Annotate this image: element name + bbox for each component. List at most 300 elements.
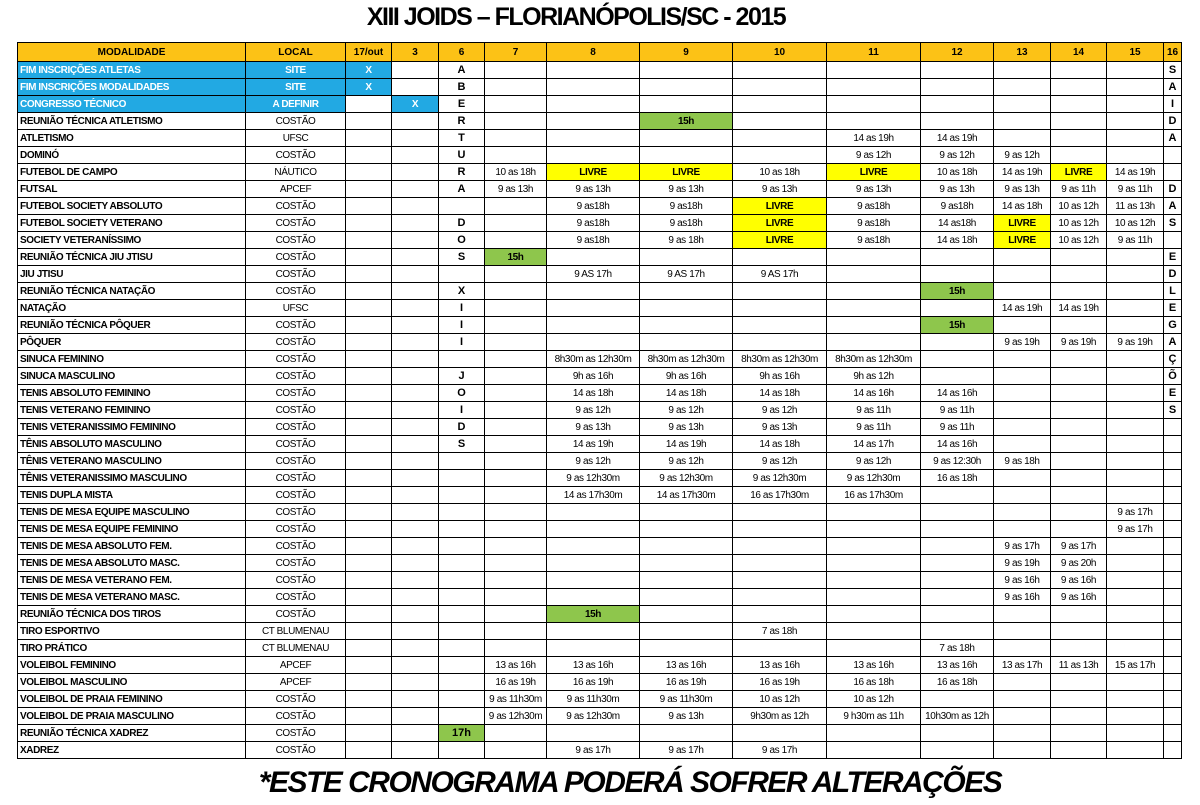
- table-row: [18, 198, 1182, 215]
- schedule-cell: 9 as 19h: [1051, 334, 1107, 351]
- schedule-cell: [346, 300, 392, 317]
- schedule-cell: S: [1164, 402, 1182, 419]
- modality-cell: VOLEIBOL DE PRAIA FEMININO: [18, 691, 246, 708]
- schedule-cell: [827, 249, 921, 266]
- schedule-cell: [439, 453, 485, 470]
- schedule-cell: 16 as 19h: [640, 674, 733, 691]
- schedule-cell: [827, 538, 921, 555]
- schedule-cell: [827, 640, 921, 657]
- schedule-cell: X: [346, 79, 392, 96]
- schedule-cell: [921, 742, 994, 759]
- schedule-cell: [1107, 317, 1164, 334]
- location-cell: COSTÃO: [246, 419, 346, 436]
- modality-cell: TIRO ESPORTIVO: [18, 623, 246, 640]
- schedule-cell: [1051, 283, 1107, 300]
- schedule-cell: [547, 572, 640, 589]
- schedule-cell: [733, 317, 827, 334]
- schedule-cell: [346, 351, 392, 368]
- schedule-cell: 9 as 13h: [547, 181, 640, 198]
- schedule-cell: [485, 725, 547, 742]
- schedule-cell: [827, 62, 921, 79]
- schedule-cell: 9 as 12h: [733, 453, 827, 470]
- schedule-cell: O: [439, 385, 485, 402]
- location-cell: COSTÃO: [246, 385, 346, 402]
- schedule-cell: [485, 504, 547, 521]
- schedule-cell: 14 as 18h: [640, 385, 733, 402]
- schedule-cell: [439, 572, 485, 589]
- location-cell: APCEF: [246, 181, 346, 198]
- schedule-cell: [392, 181, 439, 198]
- schedule-cell: 14 as 18h: [733, 436, 827, 453]
- modality-cell: SINUCA MASCULINO: [18, 368, 246, 385]
- schedule-cell: [921, 589, 994, 606]
- schedule-cell: [1164, 487, 1182, 504]
- schedule-cell: [640, 725, 733, 742]
- schedule-cell: 9 as 12h: [640, 402, 733, 419]
- schedule-cell: [439, 538, 485, 555]
- schedule-cell: [640, 504, 733, 521]
- schedule-cell: 14 as 18h: [994, 198, 1051, 215]
- location-cell: SITE: [246, 79, 346, 96]
- schedule-cell: [547, 640, 640, 657]
- schedule-cell: [1107, 725, 1164, 742]
- schedule-cell: [547, 589, 640, 606]
- schedule-cell: [1164, 470, 1182, 487]
- location-cell: COSTÃO: [246, 453, 346, 470]
- schedule-cell: 9 as 12h: [994, 147, 1051, 164]
- schedule-cell: [921, 504, 994, 521]
- schedule-cell: 11 as 13h: [1107, 198, 1164, 215]
- schedule-cell: [640, 589, 733, 606]
- schedule-cell: [1164, 606, 1182, 623]
- schedule-cell: 9 as 12h30m: [827, 470, 921, 487]
- schedule-cell: 9h as 16h: [547, 368, 640, 385]
- modality-cell: FIM INSCRIÇÕES ATLETAS: [18, 62, 246, 79]
- schedule-cell: [1164, 640, 1182, 657]
- schedule-cell: [346, 589, 392, 606]
- schedule-cell: [640, 521, 733, 538]
- schedule-cell: 10 as 18h: [733, 164, 827, 181]
- schedule-cell: [1164, 504, 1182, 521]
- schedule-cell: 9 as 11h: [827, 402, 921, 419]
- schedule-cell: [346, 130, 392, 147]
- schedule-cell: [485, 589, 547, 606]
- schedule-cell: 14 as 19h: [1107, 164, 1164, 181]
- modality-cell: DOMINÓ: [18, 147, 246, 164]
- schedule-cell: [439, 691, 485, 708]
- schedule-cell: 9 as 12h: [827, 147, 921, 164]
- schedule-cell: [392, 419, 439, 436]
- modality-cell: REUNIÃO TÉCNICA NATAÇÃO: [18, 283, 246, 300]
- modality-cell: TENIS ABSOLUTO FEMININO: [18, 385, 246, 402]
- schedule-cell: 10 as 18h: [485, 164, 547, 181]
- schedule-cell: D: [439, 215, 485, 232]
- schedule-cell: [392, 351, 439, 368]
- schedule-cell: 14 as18h: [921, 215, 994, 232]
- schedule-cell: [640, 623, 733, 640]
- schedule-cell: 16 as 18h: [827, 674, 921, 691]
- schedule-cell: 9 as 17h: [1051, 538, 1107, 555]
- schedule-cell: X: [392, 96, 439, 113]
- schedule-cell: [392, 164, 439, 181]
- schedule-cell: [1107, 742, 1164, 759]
- schedule-cell: [346, 674, 392, 691]
- schedule-cell: [1051, 521, 1107, 538]
- schedule-cell: 9 as 12h: [921, 147, 994, 164]
- schedule-cell: [346, 436, 392, 453]
- modality-cell: FUTEBOL SOCIETY ABSOLUTO: [18, 198, 246, 215]
- table-row: [18, 96, 1182, 113]
- table-row: [18, 62, 1182, 79]
- schedule-cell: [994, 640, 1051, 657]
- schedule-cell: 15h: [640, 113, 733, 130]
- schedule-cell: [733, 504, 827, 521]
- schedule-cell: 9 as 11h30m: [547, 691, 640, 708]
- schedule-cell: [1164, 419, 1182, 436]
- schedule-cell: [439, 606, 485, 623]
- schedule-cell: [1107, 623, 1164, 640]
- table-row: [18, 521, 1182, 538]
- schedule-cell: 9h30m as 12h: [733, 708, 827, 725]
- schedule-cell: [392, 504, 439, 521]
- schedule-cell: 14 as 16h: [921, 436, 994, 453]
- location-cell: COSTÃO: [246, 249, 346, 266]
- schedule-cell: [1051, 266, 1107, 283]
- schedule-cell: [1164, 691, 1182, 708]
- schedule-cell: [439, 708, 485, 725]
- schedule-cell: 16 as 19h: [485, 674, 547, 691]
- schedule-cell: [640, 130, 733, 147]
- schedule-table: [17, 42, 1182, 759]
- schedule-cell: 14 as 18h: [547, 385, 640, 402]
- schedule-cell: 9 as 12h: [547, 402, 640, 419]
- schedule-cell: [921, 623, 994, 640]
- schedule-cell: 13 as 16h: [827, 657, 921, 674]
- schedule-cell: 9 as 13h: [827, 181, 921, 198]
- schedule-cell: 9 as18h: [547, 232, 640, 249]
- schedule-cell: [994, 79, 1051, 96]
- schedule-cell: [485, 147, 547, 164]
- location-cell: COSTÃO: [246, 572, 346, 589]
- schedule-cell: 8h30m as 12h30m: [547, 351, 640, 368]
- schedule-cell: 7 as 18h: [921, 640, 994, 657]
- schedule-cell: [392, 436, 439, 453]
- schedule-cell: [1051, 487, 1107, 504]
- schedule-cell: [485, 606, 547, 623]
- schedule-cell: [547, 113, 640, 130]
- schedule-cell: [994, 62, 1051, 79]
- schedule-cell: [485, 79, 547, 96]
- schedule-cell: [392, 589, 439, 606]
- modality-cell: VOLEIBOL MASCULINO: [18, 674, 246, 691]
- schedule-cell: [1051, 62, 1107, 79]
- schedule-cell: [1164, 657, 1182, 674]
- schedule-cell: E: [439, 96, 485, 113]
- modality-cell: TENIS VETERANISSIMO FEMININO: [18, 419, 246, 436]
- schedule-cell: [485, 555, 547, 572]
- schedule-cell: 9 as 12h: [547, 453, 640, 470]
- schedule-cell: [346, 657, 392, 674]
- schedule-cell: S: [1164, 215, 1182, 232]
- schedule-cell: 9 as 12h30m: [485, 708, 547, 725]
- schedule-cell: [827, 521, 921, 538]
- schedule-cell: [392, 130, 439, 147]
- schedule-cell: [1107, 130, 1164, 147]
- schedule-cell: 9 as18h: [827, 232, 921, 249]
- modality-cell: FUTEBOL DE CAMPO: [18, 164, 246, 181]
- schedule-cell: [1164, 555, 1182, 572]
- location-cell: APCEF: [246, 657, 346, 674]
- table-row: [18, 181, 1182, 198]
- location-cell: COSTÃO: [246, 470, 346, 487]
- schedule-cell: [640, 555, 733, 572]
- schedule-cell: 9 as 13h: [994, 181, 1051, 198]
- schedule-cell: [1164, 147, 1182, 164]
- schedule-cell: 16 as 17h30m: [827, 487, 921, 504]
- schedule-cell: [994, 674, 1051, 691]
- schedule-cell: [346, 691, 392, 708]
- schedule-cell: [1107, 419, 1164, 436]
- schedule-cell: 9 as 12h: [827, 453, 921, 470]
- schedule-cell: [827, 317, 921, 334]
- schedule-cell: [1051, 317, 1107, 334]
- schedule-cell: [439, 623, 485, 640]
- schedule-cell: LIVRE: [547, 164, 640, 181]
- table-row: [18, 317, 1182, 334]
- schedule-cell: [1051, 640, 1107, 657]
- schedule-cell: [1051, 419, 1107, 436]
- modality-cell: FUTSAL: [18, 181, 246, 198]
- table-row: [18, 436, 1182, 453]
- location-cell: COSTÃO: [246, 113, 346, 130]
- schedule-cell: 9 as 19h: [994, 555, 1051, 572]
- schedule-cell: [346, 623, 392, 640]
- schedule-cell: [392, 538, 439, 555]
- schedule-cell: [921, 368, 994, 385]
- location-cell: COSTÃO: [246, 147, 346, 164]
- schedule-cell: [1107, 402, 1164, 419]
- schedule-cell: LIVRE: [733, 215, 827, 232]
- schedule-cell: 14 as 19h: [640, 436, 733, 453]
- table-row: [18, 215, 1182, 232]
- table-row: [18, 691, 1182, 708]
- schedule-cell: [346, 504, 392, 521]
- modality-cell: REUNIÃO TÉCNICA DOS TIROS: [18, 606, 246, 623]
- schedule-cell: 14 as 17h30m: [640, 487, 733, 504]
- schedule-cell: 9 as 17h: [1107, 521, 1164, 538]
- schedule-cell: [547, 96, 640, 113]
- table-row: [18, 487, 1182, 504]
- schedule-cell: [733, 640, 827, 657]
- schedule-cell: [547, 283, 640, 300]
- location-cell: NÁUTICO: [246, 164, 346, 181]
- schedule-cell: [346, 266, 392, 283]
- schedule-cell: [733, 521, 827, 538]
- table-row: [18, 589, 1182, 606]
- schedule-cell: [1164, 572, 1182, 589]
- schedule-cell: 15h: [921, 317, 994, 334]
- schedule-cell: [1164, 623, 1182, 640]
- schedule-cell: [547, 249, 640, 266]
- location-cell: APCEF: [246, 674, 346, 691]
- schedule-cell: [1051, 385, 1107, 402]
- modality-cell: TÊNIS ABSOLUTO MASCULINO: [18, 436, 246, 453]
- table-row: [18, 300, 1182, 317]
- schedule-cell: [827, 742, 921, 759]
- schedule-cell: [392, 691, 439, 708]
- modality-cell: TÊNIS VETERANISSIMO MASCULINO: [18, 470, 246, 487]
- schedule-cell: [392, 368, 439, 385]
- schedule-cell: I: [439, 402, 485, 419]
- schedule-cell: 9 as 16h: [994, 572, 1051, 589]
- schedule-cell: [485, 215, 547, 232]
- schedule-cell: [439, 266, 485, 283]
- column-header: LOCAL: [246, 43, 346, 62]
- table-row: [18, 538, 1182, 555]
- schedule-cell: 9 as 19h: [994, 334, 1051, 351]
- schedule-cell: D: [1164, 266, 1182, 283]
- schedule-cell: [1107, 351, 1164, 368]
- schedule-cell: [485, 351, 547, 368]
- schedule-cell: Õ: [1164, 368, 1182, 385]
- schedule-cell: [733, 538, 827, 555]
- schedule-cell: 13 as 16h: [921, 657, 994, 674]
- schedule-cell: [1164, 538, 1182, 555]
- modality-cell: SINUCA FEMININO: [18, 351, 246, 368]
- schedule-cell: 14 as 19h: [921, 130, 994, 147]
- schedule-cell: [485, 62, 547, 79]
- schedule-cell: A: [1164, 334, 1182, 351]
- schedule-cell: [1051, 504, 1107, 521]
- modality-cell: FIM INSCRIÇÕES MODALIDADES: [18, 79, 246, 96]
- schedule-cell: LIVRE: [733, 232, 827, 249]
- schedule-cell: [485, 623, 547, 640]
- page-title: XIII JOIDS – FLORIANÓPOLIS/SC - 2015: [366, 3, 786, 31]
- schedule-cell: [392, 521, 439, 538]
- schedule-cell: [1164, 589, 1182, 606]
- schedule-cell: [547, 300, 640, 317]
- location-cell: COSTÃO: [246, 691, 346, 708]
- location-cell: COSTÃO: [246, 742, 346, 759]
- schedule-cell: LIVRE: [733, 198, 827, 215]
- modality-cell: CONGRESSO TÉCNICO: [18, 96, 246, 113]
- schedule-cell: [827, 96, 921, 113]
- schedule-cell: [547, 130, 640, 147]
- schedule-cell: 13 as 16h: [547, 657, 640, 674]
- table-row: [18, 606, 1182, 623]
- schedule-cell: [1107, 691, 1164, 708]
- schedule-cell: 9 as18h: [827, 198, 921, 215]
- schedule-cell: A: [439, 62, 485, 79]
- schedule-cell: [547, 317, 640, 334]
- schedule-cell: LIVRE: [994, 215, 1051, 232]
- schedule-cell: [1107, 538, 1164, 555]
- schedule-cell: 9 as18h: [547, 198, 640, 215]
- location-cell: COSTÃO: [246, 504, 346, 521]
- table-row: [18, 232, 1182, 249]
- column-header: 6: [439, 43, 485, 62]
- modality-cell: REUNIÃO TÉCNICA XADREZ: [18, 725, 246, 742]
- table-row: [18, 742, 1182, 759]
- schedule-cell: 10 as 12h: [1051, 215, 1107, 232]
- schedule-cell: [827, 113, 921, 130]
- schedule-cell: [485, 419, 547, 436]
- schedule-cell: [346, 555, 392, 572]
- schedule-cell: [547, 147, 640, 164]
- schedule-cell: [547, 555, 640, 572]
- column-header: 11: [827, 43, 921, 62]
- modality-cell: TENIS DE MESA EQUIPE FEMININO: [18, 521, 246, 538]
- schedule-cell: 13 as 16h: [640, 657, 733, 674]
- schedule-cell: A: [1164, 198, 1182, 215]
- schedule-cell: [994, 623, 1051, 640]
- schedule-cell: 17h: [439, 725, 485, 742]
- schedule-cell: 9 as18h: [827, 215, 921, 232]
- schedule-cell: [346, 249, 392, 266]
- schedule-cell: 9 as 12h30m: [547, 708, 640, 725]
- schedule-cell: [392, 674, 439, 691]
- schedule-cell: [994, 606, 1051, 623]
- schedule-cell: 14 as 18h: [921, 232, 994, 249]
- schedule-cell: [994, 130, 1051, 147]
- schedule-cell: [994, 368, 1051, 385]
- schedule-cell: [1107, 147, 1164, 164]
- column-header: 8: [547, 43, 640, 62]
- schedule-cell: [994, 470, 1051, 487]
- schedule-cell: [346, 521, 392, 538]
- schedule-cell: [439, 521, 485, 538]
- schedule-cell: 9 as 16h: [1051, 572, 1107, 589]
- schedule-cell: [346, 147, 392, 164]
- schedule-cell: [392, 385, 439, 402]
- modality-cell: TIRO PRÁTICO: [18, 640, 246, 657]
- schedule-cell: 10 as 12h: [1051, 198, 1107, 215]
- schedule-cell: 9 as 12h30m: [547, 470, 640, 487]
- schedule-cell: [392, 470, 439, 487]
- schedule-cell: [1107, 113, 1164, 130]
- schedule-cell: [994, 113, 1051, 130]
- disclaimer-footer: *ESTE CRONOGRAMA PODERÁ SOFRER ALTERAÇÕES: [258, 766, 1002, 799]
- schedule-cell: D: [1164, 181, 1182, 198]
- schedule-cell: [439, 742, 485, 759]
- schedule-cell: [640, 147, 733, 164]
- schedule-cell: [1051, 708, 1107, 725]
- schedule-cell: [346, 96, 392, 113]
- schedule-cell: 16 as 19h: [547, 674, 640, 691]
- schedule-cell: 14 as 18h: [733, 385, 827, 402]
- column-header: 13: [994, 43, 1051, 62]
- schedule-cell: [392, 62, 439, 79]
- schedule-cell: T: [439, 130, 485, 147]
- schedule-cell: O: [439, 232, 485, 249]
- schedule-cell: [346, 419, 392, 436]
- schedule-cell: R: [439, 164, 485, 181]
- schedule-cell: 9 as 13h: [640, 419, 733, 436]
- schedule-cell: [1107, 708, 1164, 725]
- schedule-cell: 9 AS 17h: [640, 266, 733, 283]
- schedule-cell: 9 as 19h: [1107, 334, 1164, 351]
- schedule-cell: 10 as 12h: [1107, 215, 1164, 232]
- schedule-cell: [827, 79, 921, 96]
- schedule-cell: [392, 606, 439, 623]
- schedule-cell: [392, 266, 439, 283]
- schedule-cell: [1051, 470, 1107, 487]
- modality-cell: TENIS DE MESA VETERANO FEM.: [18, 572, 246, 589]
- column-header: 15: [1107, 43, 1164, 62]
- table-row: [18, 266, 1182, 283]
- schedule-cell: 9 as 16h: [994, 589, 1051, 606]
- modality-cell: TENIS DE MESA ABSOLUTO FEM.: [18, 538, 246, 555]
